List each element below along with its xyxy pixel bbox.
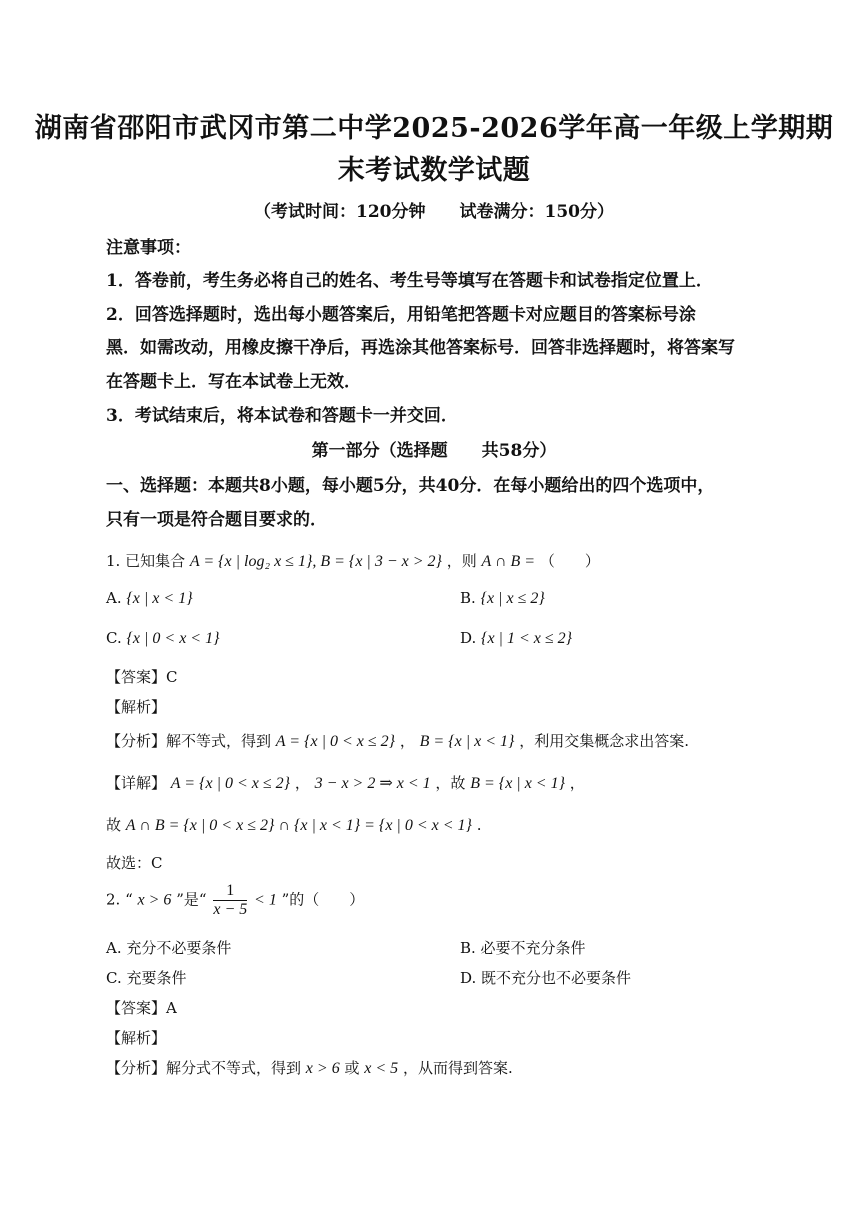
question-1-conclusion-expr: A ∩ B = {x | 0 < x ≤ 2} ∩ {x | x < 1} = {x | 0 < x < 1} (125, 817, 472, 834)
question-2-fenxi-pre: 【分析】解分式不等式，得到 (106, 1059, 302, 1077)
question-2-condition-2-tail: < 1 (254, 891, 277, 909)
notice-item-2-line-1: 2．回答选择题时，选出每小题答案后，用铅笔把答题卡对应题目的答案标号涂 (106, 305, 696, 325)
question-1-detail-end: ， (569, 774, 585, 792)
question-1-detail-pre: 【详解】 (106, 774, 167, 792)
question-2-condition-1: x > 6 (137, 891, 172, 909)
question-2-option-d: D. 既不充分也不必要条件 (460, 969, 632, 987)
question-2-fraction-numerator: 1 (213, 882, 247, 901)
question-1-option-c (106, 629, 220, 648)
notice-heading: 注意事项： (106, 238, 191, 258)
question-1-fenxi-post: ，利用交集概念求出答案. (519, 732, 689, 750)
exam-info: （考试时间：120分钟 试卷满分：150分） (254, 202, 614, 222)
question-1-answer: 【答案】C (106, 668, 178, 686)
question-2-fraction-denominator: x − 5 (213, 901, 248, 918)
question-1-detail (106, 772, 585, 793)
question-2-option-a: A. 充分不必要条件 (106, 939, 232, 957)
question-2-fenxi-x1: x > 6 (305, 1060, 340, 1077)
question-1-prefix: 1. 已知集合 (106, 552, 186, 570)
notice-item-1: 1．答卷前，考生务必将自己的姓名、考生号等填写在答题卡和试卷指定位置上． (106, 271, 713, 291)
question-1-fenxi-set-b: B = {x | x < 1} (419, 733, 515, 750)
question-1-ask-expr: A ∩ B = (481, 553, 536, 570)
part1-intro-line-1: 一、选择题：本题共8小题，每小题5分，共40分．在每小题给出的四个选项中， (106, 476, 715, 496)
question-1-sets: A = {x | log₂ x ≤ 1}, B = {x | 3 − x > 2} (189, 553, 442, 570)
question-1-conclusion-end: . (476, 816, 482, 834)
question-2-fenxi-x2: x < 5 (364, 1060, 399, 1077)
question-1-option-a-label: A. (106, 589, 122, 607)
question-2-suffix: ”的（ ） (281, 890, 365, 909)
question-1-detail-inequality: 3 − x > 2 ⇒ x < 1 (314, 775, 431, 792)
question-1-option-b-value: {x | x ≤ 2} (480, 590, 545, 607)
question-1-stem (106, 550, 600, 571)
question-1-detail-sep-1: ， (294, 774, 310, 792)
question-1-conclusion (106, 814, 481, 835)
question-1-detail-set-b: B = {x | x < 1} (470, 775, 565, 792)
question-2-fenxi (106, 1057, 513, 1078)
question-1-analysis-heading: 【解析】 (106, 698, 167, 716)
notice-item-2-line-2: 黑．如需改动，用橡皮擦干净后，再选涂其他答案标号．回答非选择题时，将答案写 (106, 338, 735, 358)
question-1-detail-set-a: A = {x | 0 < x ≤ 2} (170, 775, 291, 792)
question-2-stem (106, 882, 364, 919)
section-title: 第一部分（选择题 共58分） (311, 441, 557, 461)
question-1-choice: 故选：C (106, 854, 163, 872)
question-2-mid: ”是“ (176, 890, 207, 909)
question-1-option-b (460, 589, 545, 608)
question-2-fenxi-or: 或 (344, 1059, 360, 1077)
exam-title-line-2: 末考试数学试题 (337, 155, 531, 186)
question-1-option-a-value: {x | x < 1} (126, 590, 193, 607)
question-1-ask-post: （ ） (539, 552, 600, 570)
question-2-fenxi-post: ，从而得到答案. (402, 1059, 513, 1077)
question-2-prefix: 2. “ (106, 890, 133, 909)
question-2-analysis-heading: 【解析】 (106, 1029, 167, 1047)
notice-item-2-line-3: 在答题卡上．写在本试卷上无效． (106, 372, 361, 392)
notice-item-3: 3．考试结束后，将本试卷和答题卡一并交回． (106, 406, 458, 426)
question-1-detail-sep-2: ，故 (435, 774, 466, 792)
question-1-fenxi-sep: ， (399, 732, 415, 750)
question-1-fenxi (106, 730, 689, 751)
question-2-option-b: B. 必要不充分条件 (460, 939, 586, 957)
part1-intro-line-2: 只有一项是符合题目要求的． (106, 510, 327, 530)
exam-title-line-1: 湖南省邵阳市武冈市第二中学2025-2026学年高一年级上学期期 (34, 113, 834, 144)
question-1-fenxi-pre: 【分析】解不等式，得到 (106, 732, 272, 750)
question-1-option-b-label: B. (460, 589, 476, 607)
question-1-option-d-label: D. (460, 629, 477, 647)
question-2-fraction (213, 882, 247, 919)
question-1-fenxi-set-a: A = {x | 0 < x ≤ 2} (275, 733, 396, 750)
question-1-option-d (460, 629, 572, 648)
question-1-option-c-value: {x | 0 < x < 1} (126, 630, 220, 647)
question-1-conclusion-pre: 故 (106, 816, 122, 834)
question-1-option-d-value: {x | 1 < x ≤ 2} (481, 630, 573, 647)
question-1-ask-pre: ，则 (446, 552, 477, 570)
question-1-option-c-label: C. (106, 629, 122, 647)
question-2-option-c: C. 充要条件 (106, 969, 187, 987)
question-1-option-a (106, 589, 193, 608)
question-2-answer: 【答案】A (106, 999, 177, 1017)
